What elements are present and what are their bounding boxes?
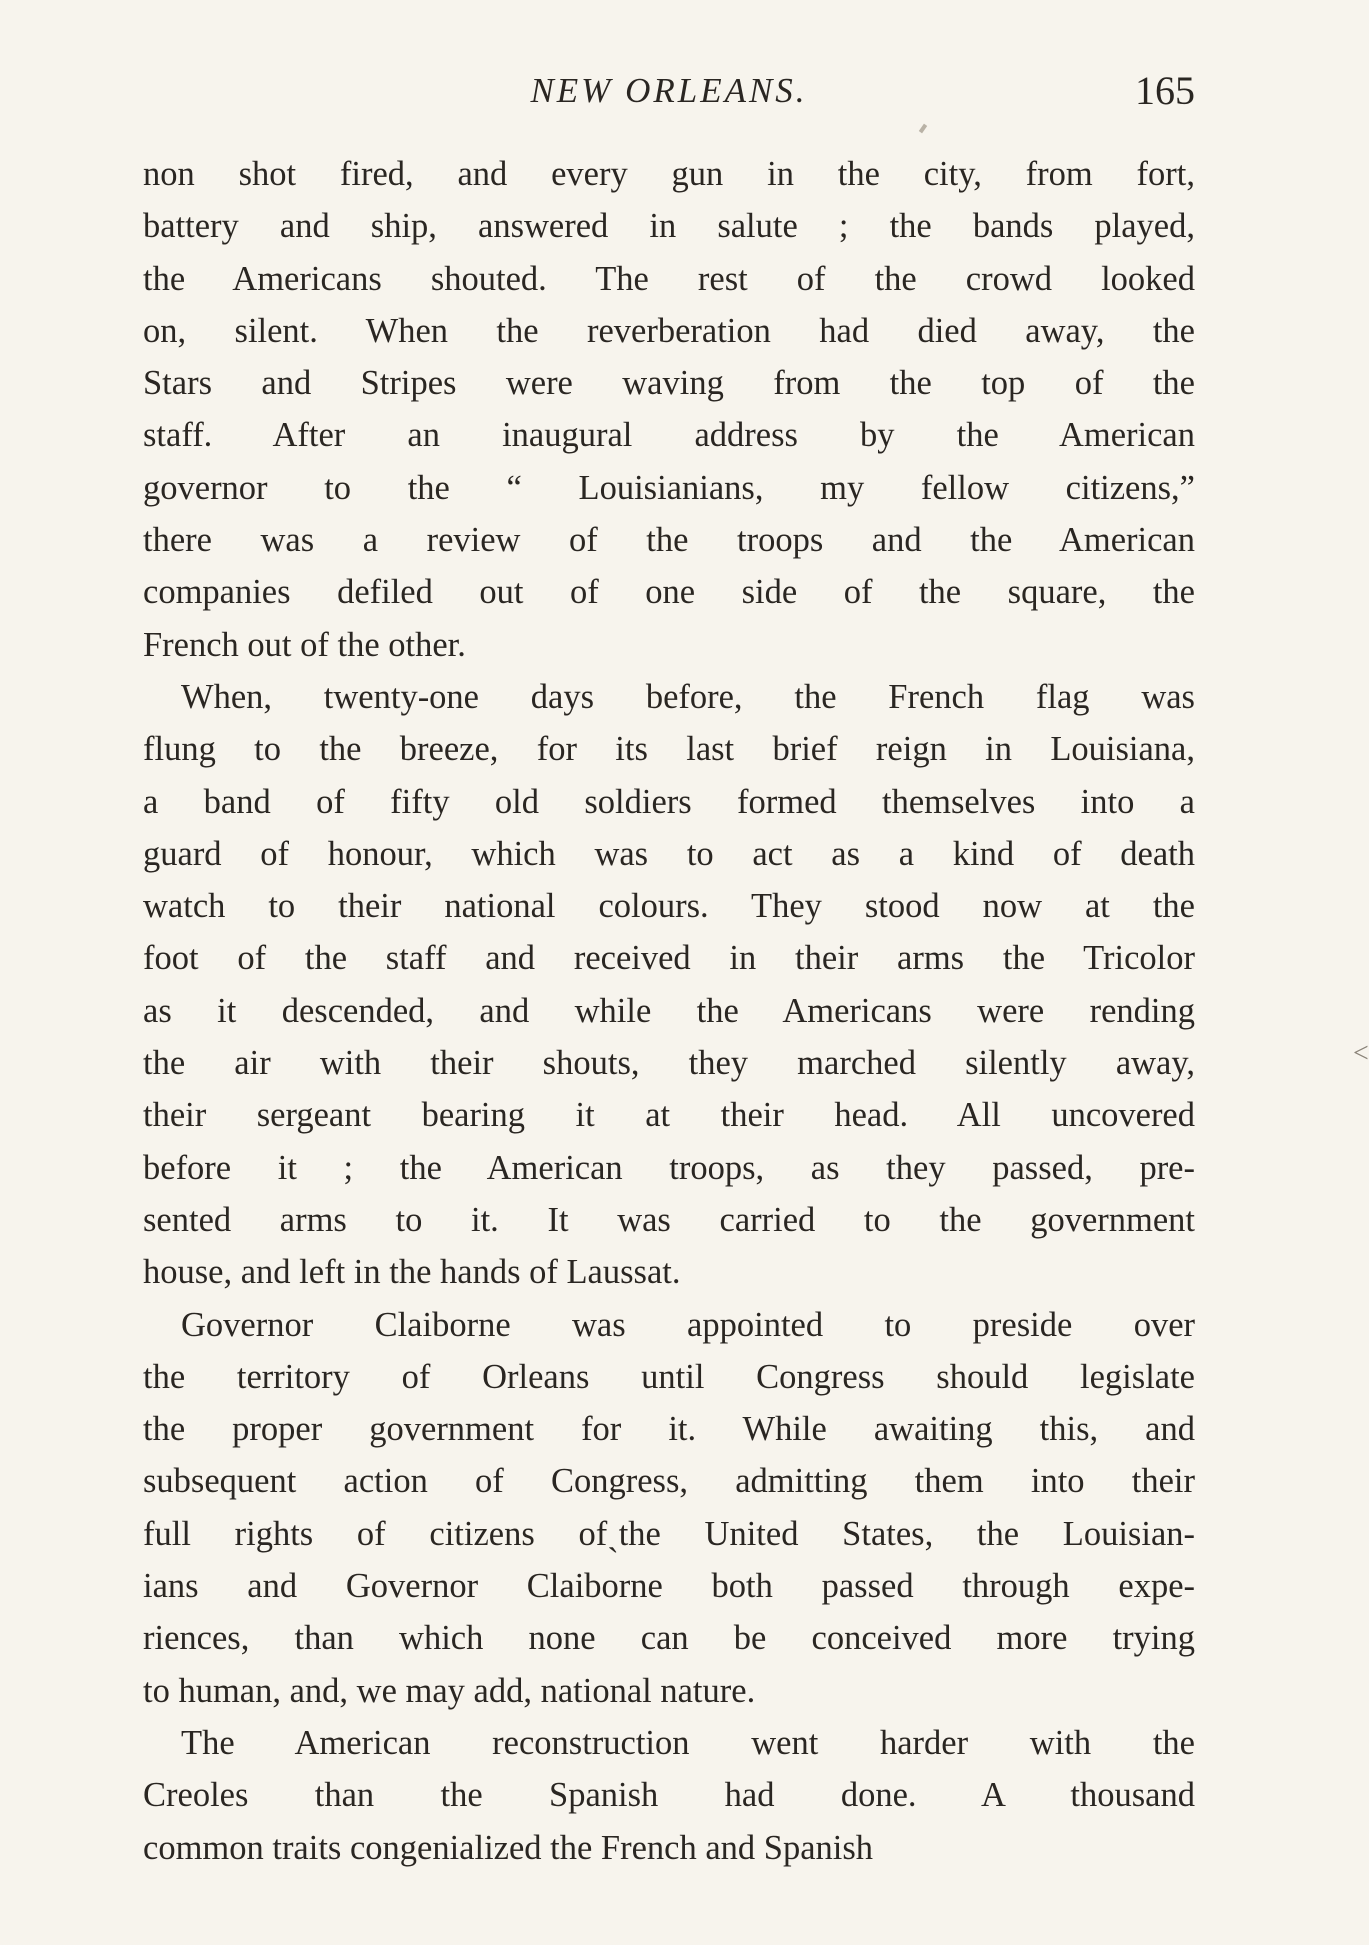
text-line: house, and left in the hands of Laussat. <box>143 1253 681 1292</box>
paragraph <box>143 1299 1195 1717</box>
running-head <box>143 66 1195 116</box>
text-line: the Americans shouted. The rest of the crowd looked <box>143 259 1195 298</box>
text-line: riences, than which none can be conceived more trying <box>143 1619 1195 1658</box>
text-line: the proper government for it. While awaiting this, and <box>143 1410 1195 1449</box>
body-text <box>143 148 1195 1874</box>
text-line: full rights of citizens ofˎthe United States, the Louisian- <box>143 1514 1195 1553</box>
text-line: the territory of Orleans until Congress should legislate <box>143 1357 1195 1396</box>
running-title: NEW ORLEANS. <box>530 71 808 110</box>
text-line: the air with their shouts, they marched silently away, <box>143 1044 1195 1083</box>
text-line: as it descended, and while the Americans were rending <box>143 991 1195 1030</box>
text-line: their sergeant bearing it at their head. All uncovered <box>143 1096 1195 1135</box>
text-line: there was a review of the troops and the American <box>143 521 1195 560</box>
text-line: before it ; the American troops, as they passed, pre- <box>143 1148 1195 1187</box>
text-line: sented arms to it. It was carried to the government <box>143 1200 1195 1239</box>
text-line: flung to the breeze, for its last brief reign in Louisiana, <box>143 730 1195 769</box>
text-line: on, silent. When the reverberation had died away, the <box>143 311 1195 350</box>
text-line: Stars and Stripes were waving from the top of the <box>143 364 1195 403</box>
paragraph <box>143 671 1195 1299</box>
paragraph <box>143 1717 1195 1874</box>
text-line: Creoles than the Spanish had done. A thousand <box>143 1776 1195 1815</box>
text-line: non shot fired, and every gun in the city, from fort, <box>143 155 1195 193</box>
print-speck <box>919 124 927 134</box>
text-line: French out of the other. <box>143 625 466 664</box>
text-line: watch to their national colours. They stood now at the <box>143 887 1195 926</box>
text-line: companies defiled out of one side of the square, the <box>143 573 1195 612</box>
text-line: The American reconstruction went harder with the <box>181 1723 1195 1762</box>
text-line: to human, and, we may add, national nature. <box>143 1671 756 1710</box>
text-line: battery and ship, answered in salute ; the bands played, <box>143 207 1195 246</box>
text-line: common traits congenialized the French and Spanish <box>143 1828 874 1867</box>
text-line: guard of honour, which was to act as a kind of death <box>143 834 1195 873</box>
text-line: staff. After an inaugural address by the American <box>143 416 1195 455</box>
text-line: ians and Governor Claiborne both passed through expe- <box>143 1567 1195 1606</box>
text-line: Governor Claiborne was appointed to preside over <box>181 1305 1195 1344</box>
text-line: subsequent action of Congress, admitting them into their <box>143 1462 1195 1501</box>
text-line: foot of the staff and received in their arms the Tricolor <box>143 939 1195 978</box>
text-line: When, twenty-one days before, the French flag was <box>181 677 1195 716</box>
page-number: 165 <box>1135 68 1195 113</box>
paragraph <box>143 148 1195 671</box>
margin-mark: < <box>1353 1038 1369 1069</box>
text-line: governor to the “ Louisianians, my fellow citizens,” <box>143 468 1195 507</box>
text-line: a band of fifty old soldiers formed themselves into a <box>143 782 1195 821</box>
